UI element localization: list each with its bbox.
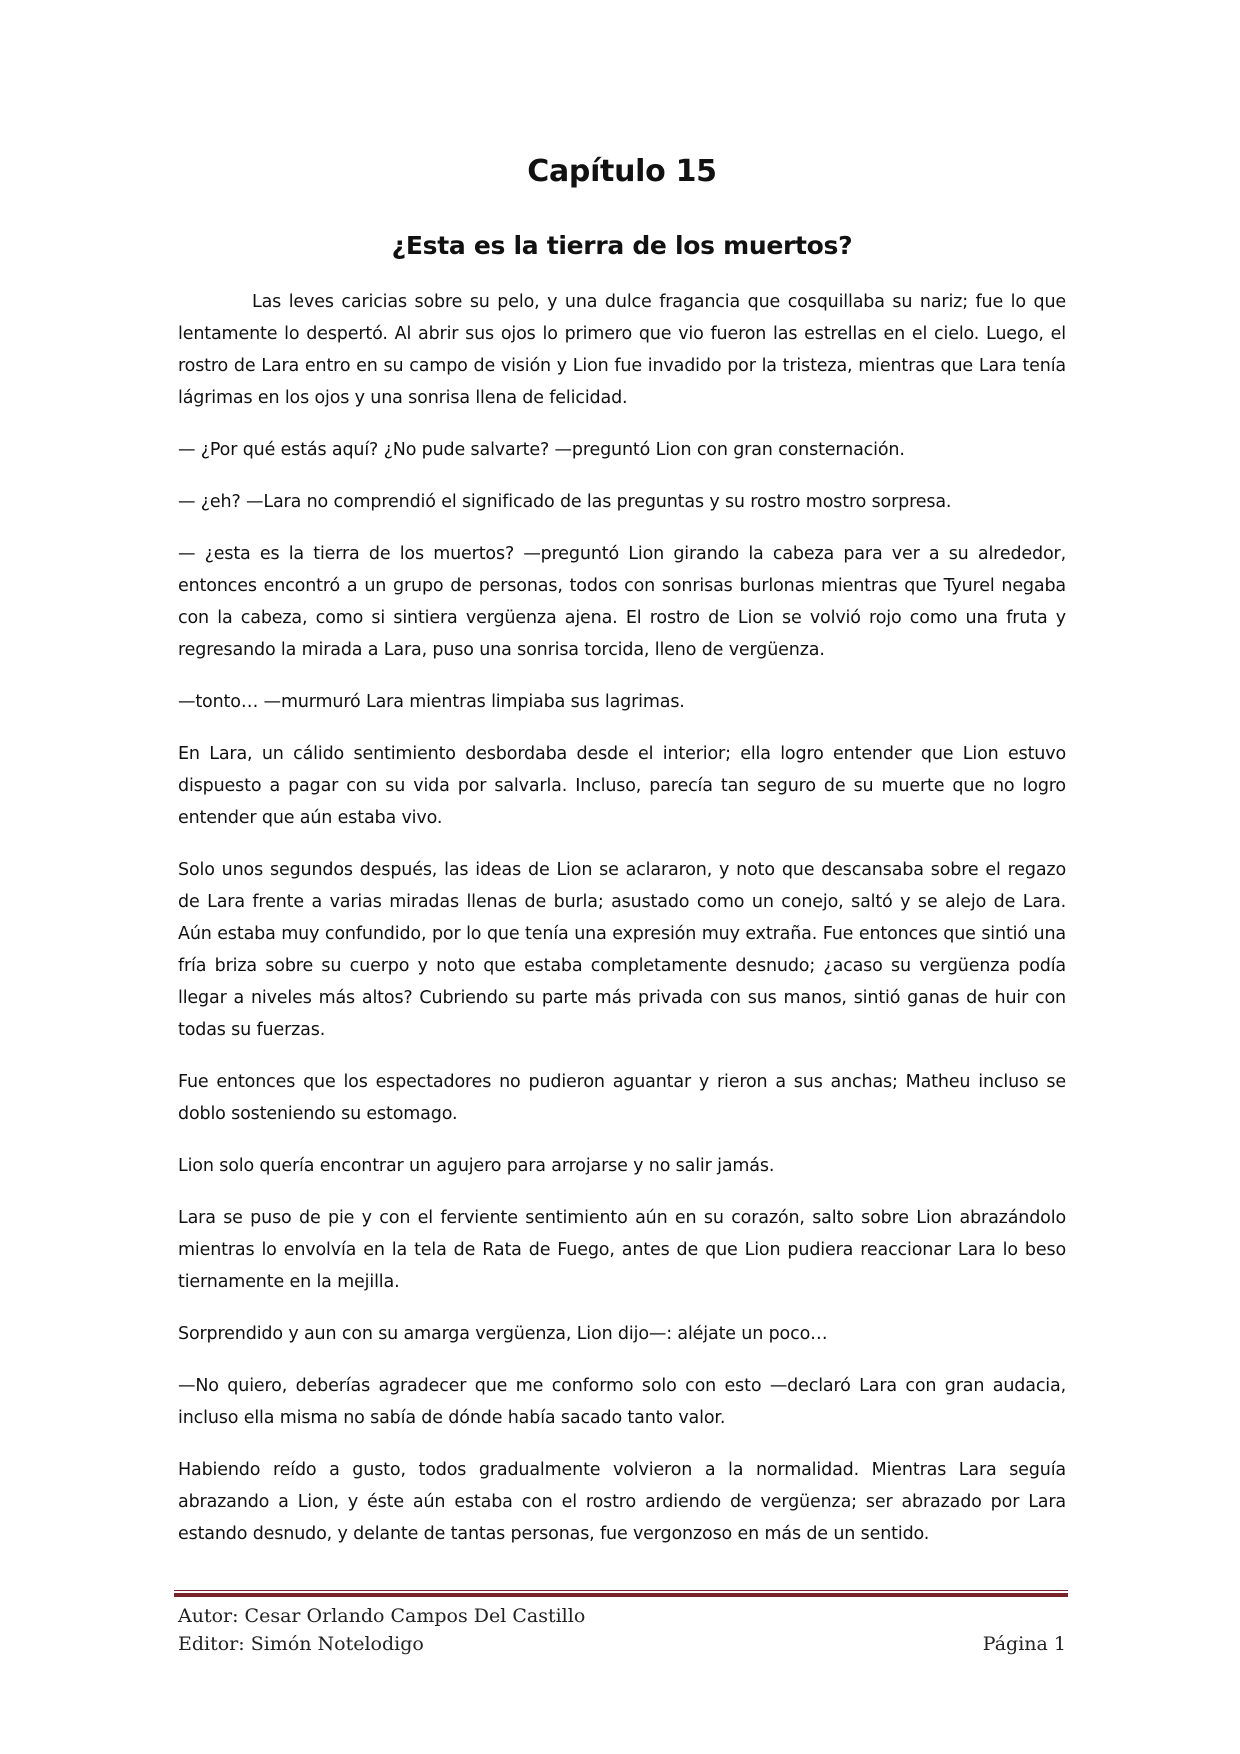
footer-divider <box>174 1590 1068 1597</box>
paragraph: Lion solo quería encontrar un agujero para arrojarse y no salir jamás. <box>178 1156 775 1176</box>
paragraph: En Lara, un cálido sentimiento desbordaba desde el interior; ella logro entender que Lion estuvo dispuesto a pagar con su vida por salvarla. Incluso, parecía tan seguro de su muerte que no logro entender que aún estaba vivo. <box>178 744 1066 828</box>
page-content <box>178 148 1066 1570</box>
footer-author: Autor: Cesar Orlando Campos Del Castillo <box>178 1605 586 1627</box>
footer-divider-thick <box>174 1593 1068 1597</box>
chapter-title: Capítulo 15 <box>527 154 717 189</box>
paragraph: —tonto… —murmuró Lara mientras limpiaba sus lagrimas. <box>178 692 685 712</box>
page-footer <box>178 1602 1066 1658</box>
paragraph: — ¿eh? —Lara no comprendió el significado de las preguntas y su rostro mostro sorpresa. <box>178 492 952 512</box>
paragraph: Fue entonces que los espectadores no pudieron aguantar y rieron a sus anchas; Matheu incluso se doblo sosteniendo su estomago. <box>178 1072 1066 1124</box>
paragraph: Sorprendido y aun con su amarga vergüenza, Lion dijo—: aléjate un poco… <box>178 1324 828 1344</box>
footer-divider-thin <box>174 1590 1068 1591</box>
footer-row-author <box>178 1602 1066 1630</box>
chapter-subtitle: ¿Esta es la tierra de los muertos? <box>391 231 853 260</box>
paragraph: Lara se puso de pie y con el ferviente sentimiento aún en su corazón, salto sobre Lion abrazándolo mientras lo envolvía en la tela de Rata de Fuego, antes de que Lion pudiera reaccionar Lara lo beso tiernamente en la mejilla. <box>178 1208 1066 1292</box>
paragraph: — ¿Por qué estás aquí? ¿No pude salvarte? —preguntó Lion con gran consternación. <box>178 440 905 460</box>
footer-editor: Editor: Simón Notelodigo <box>178 1633 424 1655</box>
paragraph: Habiendo reído a gusto, todos gradualmente volvieron a la normalidad. Mientras Lara seguía abrazando a Lion, y éste aún estaba con el rostro ardiendo de vergüenza; ser abrazado por Lara estando desnudo, y delante de tantas personas, fue vergonzoso en más de un sentido. <box>178 1460 1066 1544</box>
footer-row-editor <box>178 1630 1066 1658</box>
paragraph: Las leves caricias sobre su pelo, y una dulce fragancia que cosquillaba su nariz; fue lo que lentamente lo despertó. Al abrir sus ojos lo primero que vio fueron las estrellas en el cielo. Luego, el rostro de Lara entro en su campo de visión y Lion fue invadido por la tristeza, mientras que Lara tenía lágrimas en los ojos y una sonrisa llena de felicidad. <box>178 292 1066 408</box>
chapter-body <box>178 286 1066 1550</box>
paragraph: Solo unos segundos después, las ideas de Lion se aclararon, y noto que descansaba sobre el regazo de Lara frente a varias miradas llenas de burla; asustado como un conejo, saltó y se alejo de Lara. Aún estaba muy confundido, por lo que tenía una expresión muy extraña. Fue entonces que sintió una fría briza sobre su cuerpo y noto que estaba completamente desnudo; ¿acaso su vergüenza podía llegar a niveles más altos? Cubriendo su parte más privada con sus manos, sintió ganas de huir con todas su fuerzas. <box>178 860 1066 1040</box>
paragraph: — ¿esta es la tierra de los muertos? —preguntó Lion girando la cabeza para ver a su alrededor, entonces encontró a un grupo de personas, todos con sonrisas burlonas mientras que Tyurel negaba con la cabeza, como si sintiera vergüenza ajena. El rostro de Lion se volvió rojo como una fruta y regresando la mirada a Lara, puso una sonrisa torcida, lleno de vergüenza. <box>178 544 1066 660</box>
paragraph: —No quiero, deberías agradecer que me conformo solo con esto —declaró Lara con gran audacia, incluso ella misma no sabía de dónde había sacado tanto valor. <box>178 1376 1066 1428</box>
footer-page-number: Página 1 <box>982 1633 1066 1655</box>
